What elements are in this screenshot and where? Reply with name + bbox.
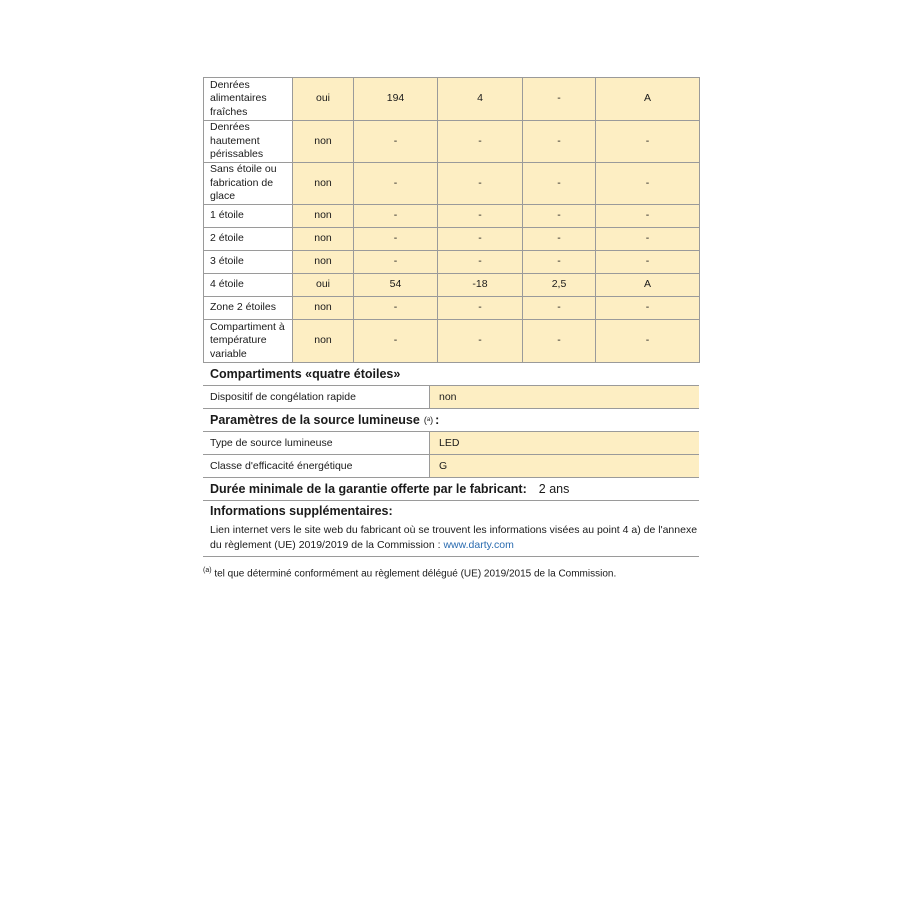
light-source-heading-colon: : [435, 413, 440, 427]
light-source-heading-text: Paramètres de la source lumineuse [210, 413, 420, 427]
compartment-freeze-cell: - [523, 297, 596, 320]
compartment-label: Zone 2 étoiles [204, 297, 293, 320]
compartment-present-cell: non [293, 297, 354, 320]
compartment-temp-cell: -18 [438, 274, 523, 297]
compartment-volume-cell: 54 [354, 274, 438, 297]
table-row [204, 163, 700, 205]
extra-info-text: Lien internet vers le site web du fabricant où se trouvent les informations visées au point 4 a) de l'annexe du règlement (UE) 2019/2019 de la Commission : [210, 524, 698, 551]
compartment-freeze-cell: - [523, 163, 596, 205]
compartment-mode-cell: - [596, 228, 700, 251]
compartment-label: 2 étoile [204, 228, 293, 251]
warranty-heading: Durée minimale de la garantie offerte par le fabricant: [210, 482, 527, 496]
compartment-mode-cell: A [596, 78, 700, 121]
compartment-freeze-cell: - [523, 205, 596, 228]
compartment-present-cell: non [293, 205, 354, 228]
compartment-temp-cell: - [438, 251, 523, 274]
compartments-table-body [204, 78, 700, 363]
extra-info-body [203, 521, 699, 557]
compartments-table [203, 77, 700, 363]
table-row [204, 274, 700, 297]
four-star-heading-text: Compartiments «quatre étoiles» [210, 367, 401, 381]
light-source-heading [203, 409, 699, 432]
compartment-temp-cell: - [438, 228, 523, 251]
extra-info-heading [203, 501, 699, 521]
footnote-text: tel que déterminé conformément au règlement délégué (UE) 2019/2015 de la Commission. [211, 568, 617, 580]
table-row [204, 228, 700, 251]
light-type-value: LED [430, 432, 699, 454]
compartment-temp-cell: - [438, 205, 523, 228]
compartment-label: Sans étoile ou fabrication de glace [204, 163, 293, 205]
compartment-mode-cell: A [596, 274, 700, 297]
light-type-row [203, 432, 699, 455]
light-class-label: Classe d'efficacité énergétique [203, 455, 430, 477]
four-star-heading [203, 363, 699, 386]
table-row [204, 251, 700, 274]
compartment-volume-cell: 194 [354, 78, 438, 121]
table-row [204, 205, 700, 228]
table-row [204, 121, 700, 163]
compartment-label: Denrées alimentaires fraîches [204, 78, 293, 121]
compartment-present-cell: non [293, 121, 354, 163]
warranty-value: 2 ans [538, 482, 570, 496]
compartment-volume-cell: - [354, 320, 438, 363]
compartment-present-cell: non [293, 228, 354, 251]
compartment-freeze-cell: - [523, 78, 596, 121]
table-row [204, 78, 700, 121]
extra-info-heading-text: Informations supplémentaires: [210, 504, 393, 518]
compartment-present-cell: non [293, 163, 354, 205]
light-type-label: Type de source lumineuse [203, 432, 430, 454]
energy-product-sheet [203, 77, 699, 557]
light-class-value: G [430, 455, 699, 477]
compartment-volume-cell: - [354, 121, 438, 163]
table-row [204, 320, 700, 363]
compartment-freeze-cell: 2,5 [523, 274, 596, 297]
compartment-volume-cell: - [354, 228, 438, 251]
compartment-volume-cell: - [354, 205, 438, 228]
compartment-label: 3 étoile [204, 251, 293, 274]
compartment-mode-cell: - [596, 121, 700, 163]
compartment-volume-cell: - [354, 251, 438, 274]
warranty-row [203, 478, 699, 501]
compartment-temp-cell: - [438, 163, 523, 205]
compartment-label: Denrées hautement périssables [204, 121, 293, 163]
compartment-freeze-cell: - [523, 320, 596, 363]
compartment-mode-cell: - [596, 205, 700, 228]
compartment-mode-cell: - [596, 320, 700, 363]
compartment-present-cell: oui [293, 78, 354, 121]
compartment-freeze-cell: - [523, 121, 596, 163]
compartment-temp-cell: - [438, 320, 523, 363]
compartment-mode-cell: - [596, 251, 700, 274]
fast-freeze-value: non [430, 386, 699, 408]
compartment-temp-cell: 4 [438, 78, 523, 121]
compartment-temp-cell: - [438, 121, 523, 163]
fast-freeze-label: Dispositif de congélation rapide [203, 386, 430, 408]
light-source-footnote-ref: (ᵃ) [423, 415, 434, 425]
compartment-mode-cell: - [596, 297, 700, 320]
footnote [203, 567, 616, 579]
compartment-present-cell: non [293, 320, 354, 363]
compartment-freeze-cell: - [523, 228, 596, 251]
manufacturer-link[interactable]: www.darty.com [443, 539, 514, 551]
light-class-row [203, 455, 699, 478]
fast-freeze-row [203, 386, 699, 409]
compartment-label: 4 étoile [204, 274, 293, 297]
footnote-marker: (a) [203, 567, 212, 574]
compartment-label: 1 étoile [204, 205, 293, 228]
compartment-freeze-cell: - [523, 251, 596, 274]
table-row [204, 297, 700, 320]
compartment-temp-cell: - [438, 297, 523, 320]
compartment-mode-cell: - [596, 163, 700, 205]
compartment-volume-cell: - [354, 297, 438, 320]
compartment-present-cell: oui [293, 274, 354, 297]
compartment-volume-cell: - [354, 163, 438, 205]
compartment-label: Compartiment à température variable [204, 320, 293, 363]
compartment-present-cell: non [293, 251, 354, 274]
